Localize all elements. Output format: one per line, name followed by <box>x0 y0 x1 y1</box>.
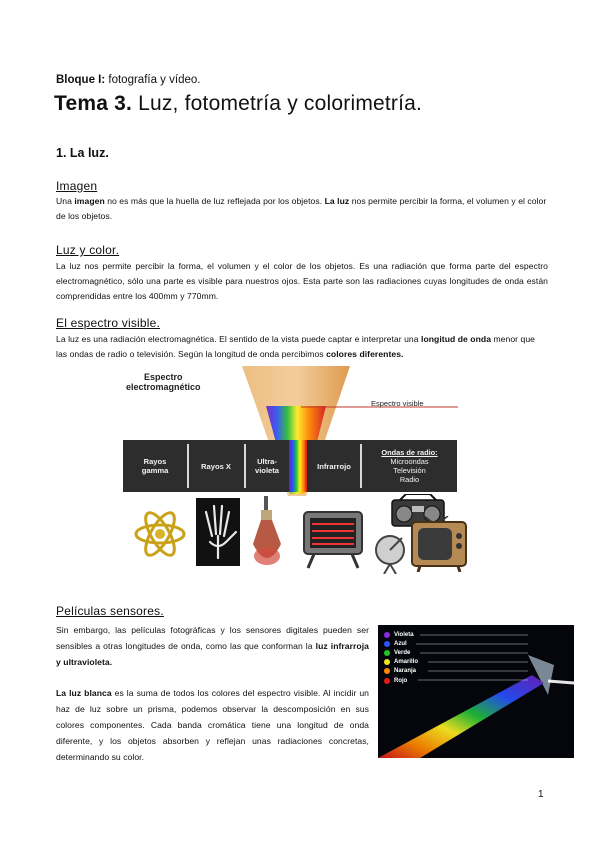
espectro-text-0: La luz es una radiación electromagnética. El sentido de la vista puede captar e interpretar una <box>56 334 422 344</box>
prism-legend-item <box>384 658 418 667</box>
prism-legend-label: Violeta <box>394 631 414 638</box>
luz-color-heading: Luz y color. <box>56 243 120 257</box>
imagen-heading: Imagen <box>56 179 98 193</box>
band-gamma <box>123 440 187 492</box>
block-label-bold: Bloque I: <box>56 74 106 86</box>
prism-legend-item <box>384 630 418 639</box>
spectrum-diagram <box>120 366 470 576</box>
luz-color-paragraph: La luz nos permite percibir la forma, el volumen y el color de los objetos. Es una radiación que forma parte del espectro electromagnético, sólo una parte es visible para nuestros ojos. Esta parte son las radiaciones cuyas longitudes de onda están comprendidas entre los 400mm y 770mm. <box>56 261 548 301</box>
peliculas-p1-text-0: Sin embargo, las películas fotográficas y los sensores digitales pueden ser sensibles a otras longitudes de onda, como las que conforman la <box>56 625 369 651</box>
prism-legend-label: Verde <box>394 649 411 656</box>
peliculas-heading: Películas sensores. <box>56 604 164 618</box>
prism-legend-item <box>384 648 418 657</box>
prism-legend-label: Amarillo <box>394 659 419 666</box>
band-ir-l1: Infrarrojo <box>317 461 351 471</box>
espectro-text-2: menor que las ondas de radio o televisión. Según la longitud de onda percibimos <box>56 334 536 359</box>
espectro-paragraph <box>56 332 548 362</box>
prism-legend-item <box>384 639 418 648</box>
satellite-dish-icon <box>374 532 410 574</box>
color-dot-icon <box>384 678 390 684</box>
infrared-lamp-icon <box>250 496 284 572</box>
espectro-heading: El espectro visible. <box>56 316 161 330</box>
spectrum-title-line2: electromagnético <box>126 382 201 392</box>
imagen-text-4: nos permite percibir la forma, el volumen y el color de los objetos. <box>56 196 547 221</box>
band-infrared <box>309 440 359 492</box>
band-xray-l1: Rayos X <box>201 461 231 471</box>
imagen-text-0: Una <box>56 196 75 206</box>
peliculas-p1-text-1: luz infrarroja y ultravioleta. <box>56 641 369 667</box>
band-gamma-l1: Rayos <box>143 457 167 466</box>
band-gamma-l2: gamma <box>141 466 169 475</box>
peliculas-p2-text-0: La luz blanca <box>56 688 112 698</box>
band-radio-l2: Microondas <box>390 457 429 466</box>
peliculas-p2-text-1: es la suma de todos los colores del espectro visible. Al incidir un haz de luz sobre un prisma, podemos observar la descomposición en sus colores componentes. Cada banda cromática tiene una longitud de onda diferente, y los objetos absorben y reflejan unas radiaciones concretas, determinando su color. <box>56 688 369 762</box>
peliculas-paragraph-1 <box>56 622 369 670</box>
block-label-rest: fotografía y vídeo. <box>105 74 201 86</box>
band-uv-l2: violeta <box>254 466 280 475</box>
prism-legend-item <box>384 667 418 676</box>
band-xray <box>189 440 243 492</box>
block-label <box>56 74 200 86</box>
color-dot-icon <box>384 650 390 656</box>
prism-legend-label: Naranja <box>394 668 417 675</box>
band-radio-l3: Televisión <box>393 466 426 475</box>
prism-legend-label: Azul <box>394 640 407 647</box>
color-dot-icon <box>384 632 390 638</box>
page-title <box>54 92 422 116</box>
prism-legend-label: Rojo <box>394 677 408 684</box>
page-number: 1 <box>538 789 544 800</box>
prism-image <box>378 625 574 758</box>
imagen-paragraph <box>56 194 548 224</box>
band-radio <box>362 440 457 492</box>
imagen-text-1: imagen <box>74 196 105 206</box>
spectrum-title-line1: Espectro <box>144 372 183 382</box>
imagen-text-2: no es más que la huella de luz reflejada por los objetos. <box>104 196 325 206</box>
band-uv-l1: Ultra- <box>257 457 277 466</box>
atom-icon <box>132 506 188 562</box>
section-heading: 1. La luz. <box>56 146 109 160</box>
band-radio-l4: Radio <box>399 475 420 484</box>
color-dot-icon <box>384 641 390 647</box>
imagen-text-3: La luz <box>324 196 350 206</box>
visible-spectrum-label: Espectro visible <box>371 399 424 408</box>
peliculas-paragraph-2 <box>56 685 369 765</box>
prism-legend <box>384 630 418 685</box>
page-title-rest: Luz, fotometría y colorimetría. <box>132 92 423 115</box>
prism-legend-item <box>384 676 418 685</box>
color-dot-icon <box>384 659 390 665</box>
band-ultraviolet <box>246 440 288 492</box>
band-radio-title: Ondas de radio: <box>381 448 438 457</box>
espectro-text-1: longitud de onda <box>421 334 492 344</box>
espectro-text-3: colores diferentes. <box>326 349 404 359</box>
television-icon <box>410 516 468 572</box>
spectrum-band-bar <box>123 440 457 492</box>
page-title-bold: Tema 3. <box>54 92 133 115</box>
color-dot-icon <box>384 668 390 674</box>
visible-band-strip <box>289 440 307 492</box>
xray-hand-icon <box>196 498 240 566</box>
heater-icon <box>300 508 366 570</box>
